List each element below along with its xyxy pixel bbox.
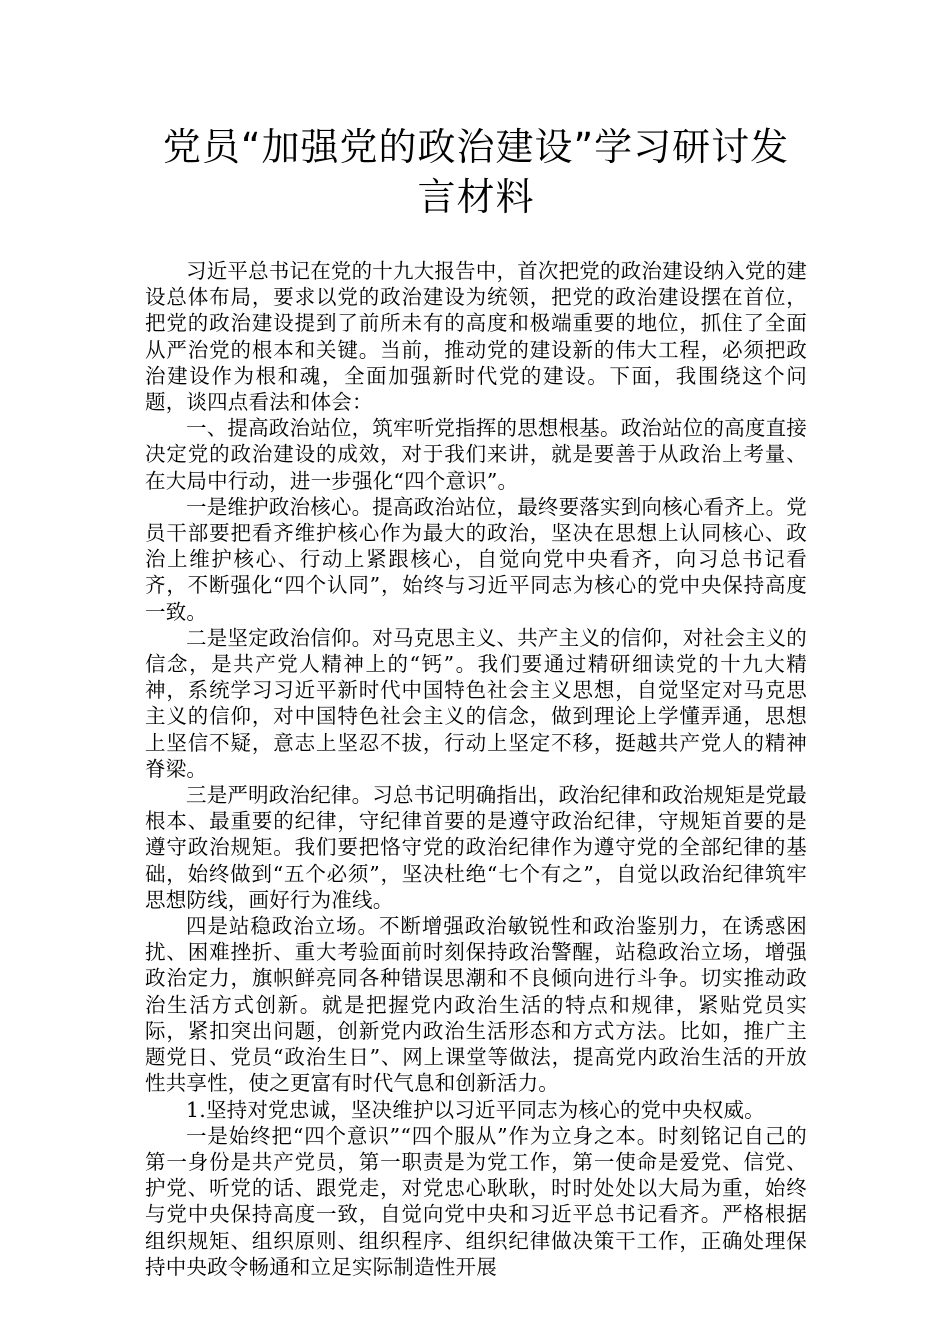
paragraph-numbered-one: 1.坚持对党忠诚，坚决维护以习近平同志为核心的党中央权威。	[186, 1097, 765, 1122]
paragraph-point-four: 四是站稳政治立场。不断增强政治敏锐性和政治鉴别力，在诱惑困扰、困难挫折、重大考验面前时刻保持政治警醒，站稳政治立场，增强政治定力，旗帜鲜亮同各种错误思潮和不良倾向进行斗争。切实推动政治生活方式创新。就是把握党内政治生活的特点和规律，紧贴党员实际，紧扣突出问题，创新党内政治生活形态和方式方法。比如，推广主题党日、党员“政治生日”、网上课堂等做法，提高党内政治生活的开放性共享性，使之更富有时代气息和创新活力。	[145, 914, 807, 1096]
paragraph-loyalty-one: 一是始终把“四个意识”“四个服从”作为立身之本。时刻铭记自己的第一身份是共产党员，第一职责是为党工作，第一使命是爱党、信党、护党、听党的话、跟党走，对党忠心耿耿，时时处处以大局为重，始终与党中央保持高度一致，自觉向党中央和习近平总书记看齐。严格根据组织规矩、组织原则、组织程序、组织纪律做决策干工作，正确处理保持中央政令畅通和立足实际制造性开展	[145, 1123, 807, 1279]
document-title: 党员“加强党的政治建设”学习研讨发言材料	[162, 125, 790, 219]
paragraph-point-three: 三是严明政治纪律。习总书记明确指出，政治纪律和政治规矩是党最根本、最重要的纪律，守纪律首要的是遵守政治纪律，守规矩首要的是遵守政治规矩。我们要把恪守党的政治纪律作为遵守党的全部纪律的基础，始终做到“五个必须”，坚决杜绝“七个有之”，自觉以政治纪律筑牢思想防线，画好行为准线。	[145, 783, 807, 912]
document-page	[145, 122, 807, 1280]
paragraph-section-one: 一、提高政治站位，筑牢听党指挥的思想根基。政治站位的高度直接决定党的政治建设的成效，对于我们来讲，就是要善于从政治上考量、在大局中行动，进一步强化“四个意识”。	[145, 416, 807, 493]
document-body	[145, 258, 807, 1280]
paragraph-intro: 习近平总书记在党的十九大报告中，首次把党的政治建设纳入党的建设总体布局，要求以党的政治建设为统领，把党的政治建设摆在首位，把党的政治建设提到了前所未有的高度和极端重要的地位，抓住了全面从严治党的根本和关键。当前，推动党的建设新的伟大工程，必须把政治建设作为根和魂，全面加强新时代党的建设。下面，我围绕这个问题，谈四点看法和体会：	[145, 259, 807, 415]
paragraph-point-one: 一是维护政治核心。提高政治站位，最终要落实到向核心看齐上。党员干部要把看齐维护核心作为最大的政治，坚决在思想上认同核心、政治上维护核心、行动上紧跟核心，自觉向党中央看齐，向习总书记看齐，不断强化“四个认同”，始终与习近平同志为核心的党中央保持高度一致。	[145, 494, 807, 624]
paragraph-point-two: 二是坚定政治信仰。对马克思主义、共产主义的信仰，对社会主义的信念，是共产党人精神上的“钙”。我们要通过精研细读党的十九大精神，系统学习习近平新时代中国特色社会主义思想，自觉坚定对马克思主义的信仰，对中国特色社会主义的信念，做到理论上学懂弄通，思想上坚信不疑，意志上坚忍不拔，行动上坚定不移，挺越共产党人的精神脊梁。	[145, 625, 807, 781]
